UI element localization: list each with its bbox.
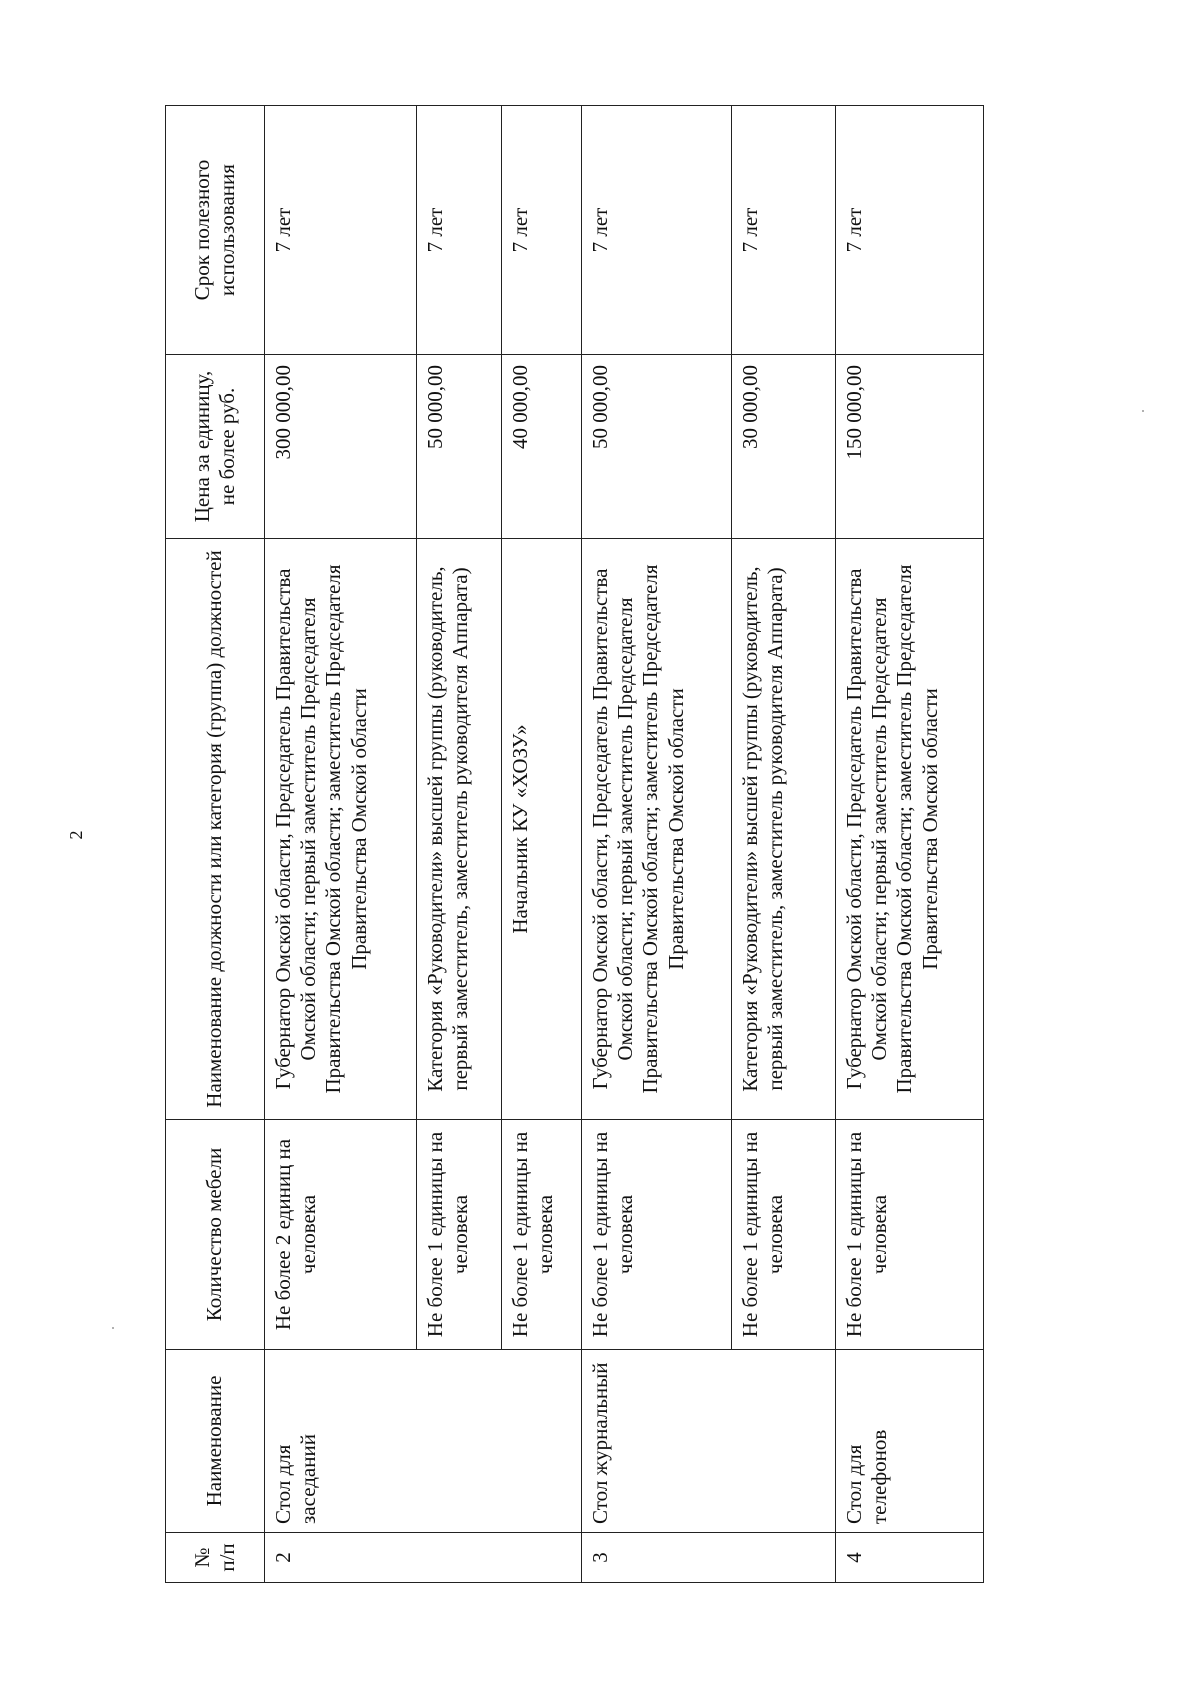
- item-number: 2: [265, 1533, 582, 1583]
- position-cell: Начальник КУ «ХОЗУ»: [502, 539, 582, 1120]
- table-row: [582, 106, 732, 1583]
- price-cell: 50 000,00: [582, 355, 732, 539]
- item-number: 4: [836, 1533, 984, 1583]
- quantity-cell: Не более 1 единицы на человека: [502, 1120, 582, 1350]
- table-header-row: [166, 106, 265, 1583]
- item-name: Стол журнальный: [582, 1350, 836, 1533]
- useful-life-cell: 7 лет: [417, 106, 502, 355]
- table-row: [265, 106, 417, 1583]
- item-name: Стол для телефонов: [836, 1350, 984, 1533]
- price-cell: 150 000,00: [836, 355, 984, 539]
- price-cell: 30 000,00: [732, 355, 836, 539]
- scan-speck: [112, 1327, 114, 1329]
- price-cell: 50 000,00: [417, 355, 502, 539]
- item-name: Стол для заседаний: [265, 1350, 582, 1533]
- position-cell: Категория «Руководители» высшей группы (руководитель, первый заместитель, заместитель руководителя Аппарата): [732, 539, 836, 1120]
- header-name: Наименование: [166, 1350, 265, 1533]
- header-price: Цена за единицу, не более руб.: [166, 355, 265, 539]
- item-number: 3: [582, 1533, 836, 1583]
- furniture-norms-table: [165, 105, 984, 1583]
- useful-life-cell: 7 лет: [732, 106, 836, 355]
- position-cell: Губернатор Омской области, Председатель Правительства Омской области; первый заместитель Председателя Правительства Омской области; заместитель Председателя Правительства Омской области: [836, 539, 984, 1120]
- price-cell: 40 000,00: [502, 355, 582, 539]
- scan-speck: [1142, 410, 1144, 412]
- header-quantity: Количество мебели: [166, 1120, 265, 1350]
- quantity-cell: Не более 2 единиц на человека: [265, 1120, 417, 1350]
- rotated-table-container: [165, 106, 1035, 1583]
- quantity-cell: Не более 1 единицы на человека: [836, 1120, 984, 1350]
- position-cell: Губернатор Омской области, Председатель Правительства Омской области; первый заместитель Председателя Правительства Омской области; заместитель Председателя Правительства Омской области: [582, 539, 732, 1120]
- price-cell: 300 000,00: [265, 355, 417, 539]
- quantity-cell: Не более 1 единицы на человека: [732, 1120, 836, 1350]
- useful-life-cell: 7 лет: [836, 106, 984, 355]
- quantity-cell: Не более 1 единицы на человека: [417, 1120, 502, 1350]
- position-cell: Губернатор Омской области, Председатель Правительства Омской области; первый заместитель Председателя Правительства Омской области; заместитель Председателя Правительства Омской области: [265, 539, 417, 1120]
- useful-life-cell: 7 лет: [502, 106, 582, 355]
- table-row: [836, 106, 984, 1583]
- header-number: № п/п: [166, 1533, 265, 1583]
- header-useful-life: Срок полезного использования: [166, 106, 265, 355]
- page-number: 2: [66, 830, 86, 840]
- useful-life-cell: 7 лет: [582, 106, 732, 355]
- position-cell: Категория «Руководители» высшей группы (руководитель, первый заместитель, заместитель руководителя Аппарата): [417, 539, 502, 1120]
- header-position: Наименование должности или категория (группа) должностей: [166, 539, 265, 1120]
- quantity-cell: Не более 1 единицы на человека: [582, 1120, 732, 1350]
- useful-life-cell: 7 лет: [265, 106, 417, 355]
